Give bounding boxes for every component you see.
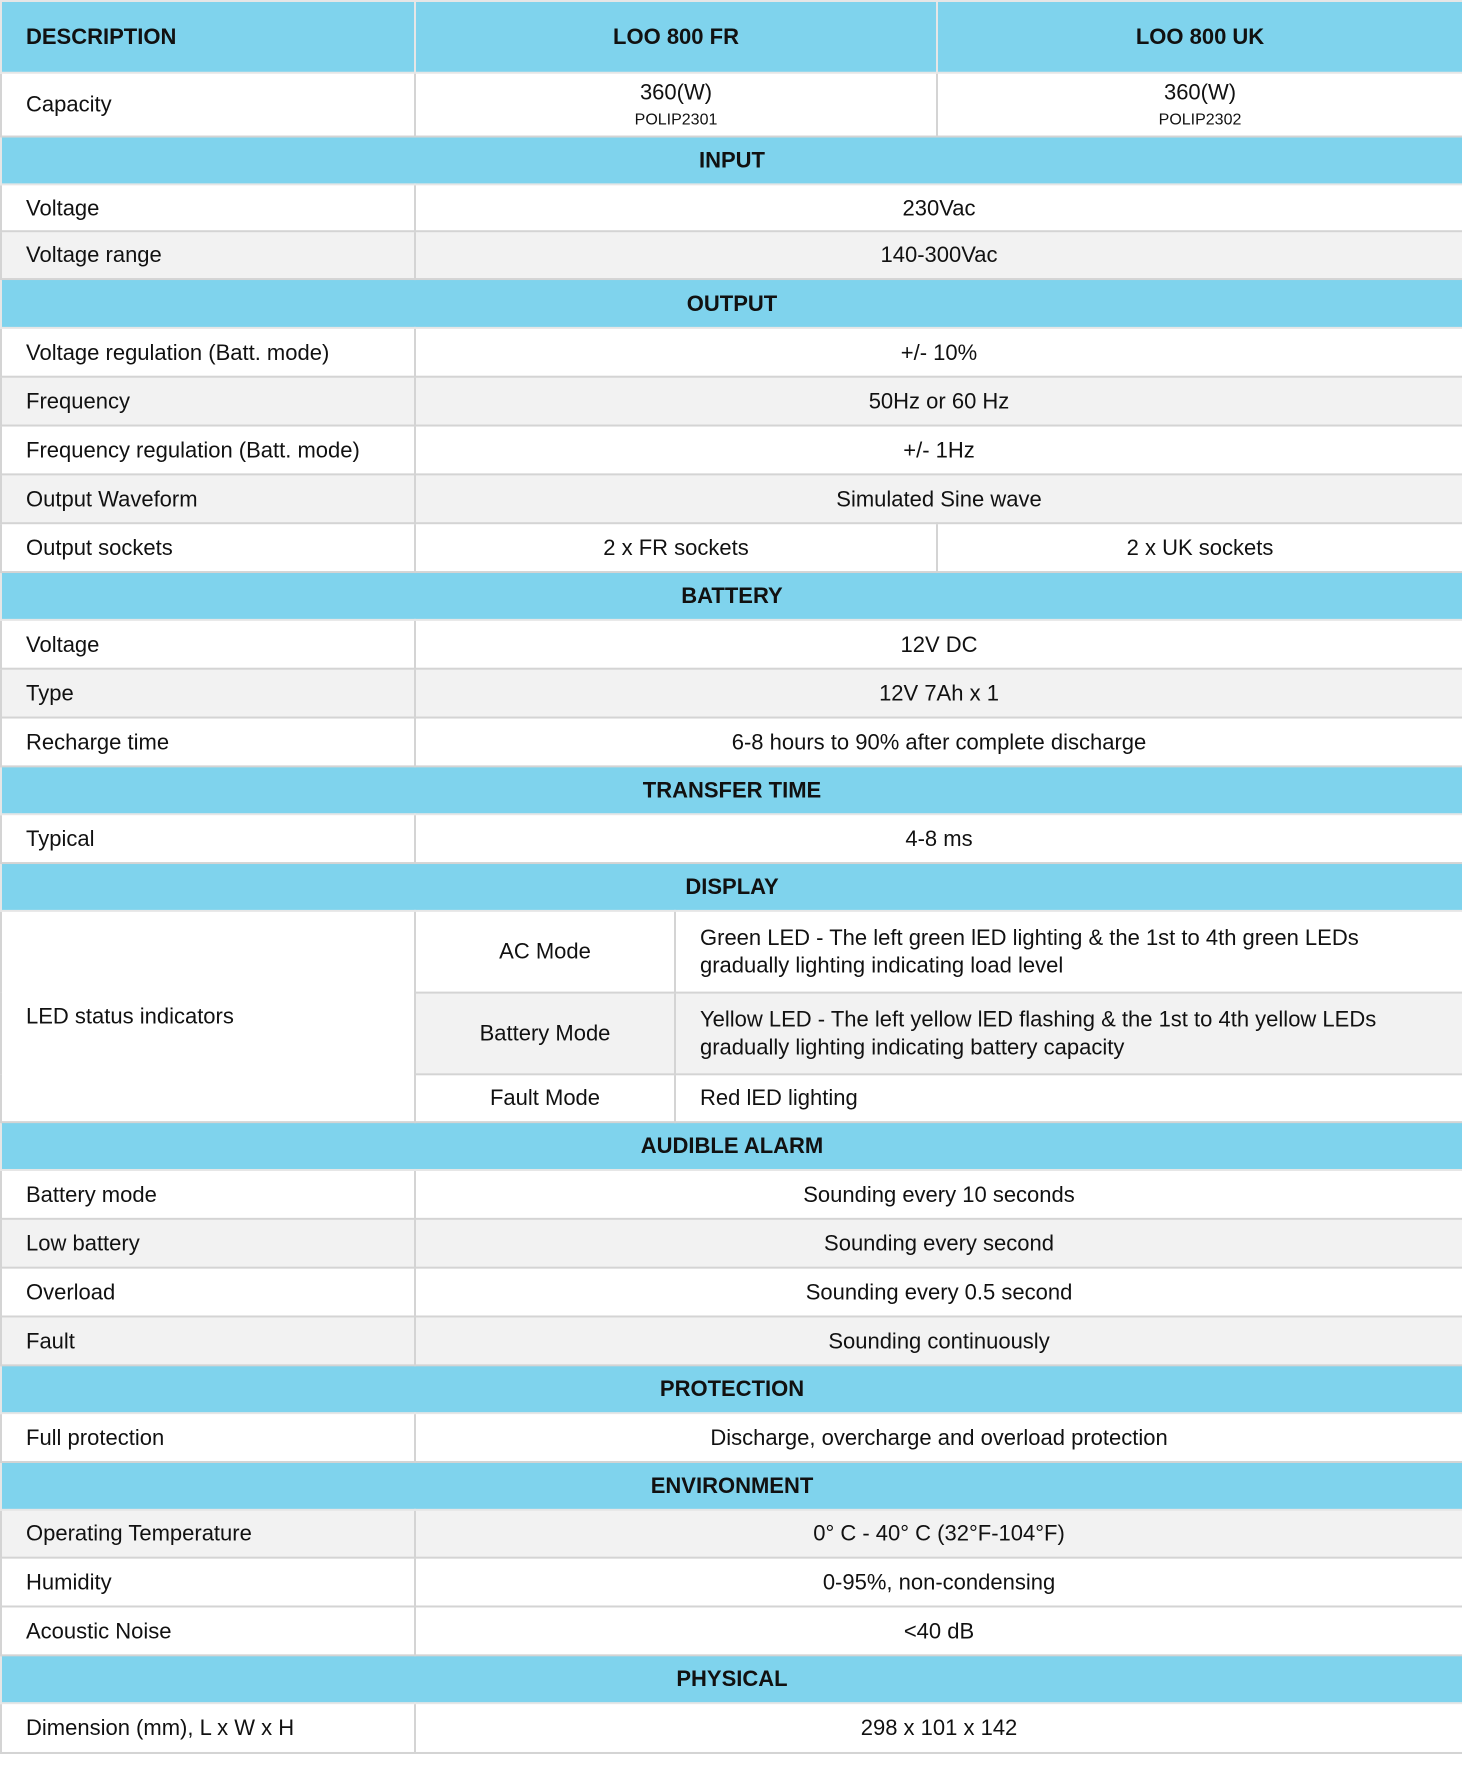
led-mode: Battery Mode	[415, 993, 675, 1075]
row-label: Output Waveform	[1, 474, 415, 523]
row-label: Battery mode	[1, 1170, 415, 1219]
row-label: Acoustic Noise	[1, 1606, 415, 1655]
table-row	[1, 669, 1462, 718]
capacity-uk-value: 360(W)	[1163, 79, 1237, 105]
header-loo-800-fr: LOO 800 FR	[415, 1, 937, 73]
row-value: 12V DC	[415, 620, 1462, 669]
capacity-fr-cell	[415, 73, 937, 137]
row-label: Full protection	[1, 1413, 415, 1462]
table-row	[1, 1170, 1462, 1219]
table-row	[1, 377, 1462, 426]
row-value: 230Vac	[415, 184, 1462, 231]
row-label: Frequency	[1, 377, 415, 426]
row-value: Discharge, overcharge and overload protection	[415, 1413, 1462, 1462]
row-value: 140-300Vac	[415, 231, 1462, 279]
row-label: Recharge time	[1, 718, 415, 767]
led-row-ac	[1, 911, 1462, 993]
sockets-uk: 2 x UK sockets	[937, 523, 1462, 572]
table-row	[1, 1558, 1462, 1607]
table-row	[1, 1268, 1462, 1317]
section-title: PROTECTION	[1, 1365, 1462, 1413]
section-title: PHYSICAL	[1, 1655, 1462, 1703]
header-loo-800-uk: LOO 800 UK	[937, 1, 1462, 73]
led-status-label: LED status indicators	[1, 911, 415, 1122]
table-row	[1, 231, 1462, 279]
table-row	[1, 718, 1462, 767]
table-row	[1, 474, 1462, 523]
row-label: Voltage	[1, 620, 415, 669]
row-value: 298 x 101 x 142	[415, 1703, 1462, 1753]
table-row	[1, 1606, 1462, 1655]
table-row	[1, 814, 1462, 863]
capacity-uk-code: POLIP2302	[1158, 111, 1242, 129]
table-row	[1, 328, 1462, 377]
row-value: <40 dB	[415, 1606, 1462, 1655]
section-title: ENVIRONMENT	[1, 1462, 1462, 1510]
section-title: AUDIBLE ALARM	[1, 1122, 1462, 1170]
table-row	[1, 184, 1462, 231]
table-row	[1, 1703, 1462, 1753]
row-value: Sounding every second	[415, 1219, 1462, 1268]
row-value: Sounding continuously	[415, 1316, 1462, 1365]
section-title: OUTPUT	[1, 279, 1462, 328]
capacity-label: Capacity	[1, 73, 415, 137]
led-mode: Fault Mode	[415, 1074, 675, 1122]
row-value: 0° C - 40° C (32°F-104°F)	[415, 1510, 1462, 1558]
row-label: Low battery	[1, 1219, 415, 1268]
section-title: DISPLAY	[1, 863, 1462, 911]
led-mode-description: Yellow LED - The left yellow lED flashing & the 1st to 4th yellow LEDs gradually lighting indicating battery capacity	[675, 993, 1462, 1075]
section-display	[1, 863, 1462, 911]
table-row	[1, 1413, 1462, 1462]
led-mode: AC Mode	[415, 911, 675, 993]
table-row	[1, 1316, 1462, 1365]
table-row	[1, 1510, 1462, 1558]
section-input	[1, 137, 1462, 185]
led-mode-description: Green LED - The left green lED lighting & the 1st to 4th green LEDs gradually lighting indicating load level	[675, 911, 1462, 993]
row-value: 12V 7Ah x 1	[415, 669, 1462, 718]
section-output	[1, 279, 1462, 328]
row-label: Voltage regulation (Batt. mode)	[1, 328, 415, 377]
output-sockets-row	[1, 523, 1462, 572]
capacity-row	[1, 73, 1462, 137]
row-value: 0-95%, non-condensing	[415, 1558, 1462, 1607]
row-value: Sounding every 0.5 second	[415, 1268, 1462, 1317]
section-audible-alarm	[1, 1122, 1462, 1170]
led-mode-description: Red lED lighting	[675, 1074, 1462, 1122]
row-label: Fault	[1, 1316, 415, 1365]
capacity-fr-code: POLIP2301	[634, 111, 718, 129]
row-value: 50Hz or 60 Hz	[415, 377, 1462, 426]
section-title: BATTERY	[1, 572, 1462, 620]
section-transfer-time	[1, 766, 1462, 814]
section-physical	[1, 1655, 1462, 1703]
section-battery	[1, 572, 1462, 620]
row-label: Type	[1, 669, 415, 718]
row-label: Voltage	[1, 184, 415, 231]
row-value: Simulated Sine wave	[415, 474, 1462, 523]
row-label: Operating Temperature	[1, 1510, 415, 1558]
table-row	[1, 1219, 1462, 1268]
row-label: Frequency regulation (Batt. mode)	[1, 426, 415, 475]
sockets-fr: 2 x FR sockets	[415, 523, 937, 572]
row-label: Dimension (mm), L x W x H	[1, 1703, 415, 1753]
section-protection	[1, 1365, 1462, 1413]
table-header-row	[1, 1, 1462, 73]
header-description: DESCRIPTION	[1, 1, 415, 73]
row-label: Humidity	[1, 1558, 415, 1607]
row-label: Voltage range	[1, 231, 415, 279]
section-title: TRANSFER TIME	[1, 766, 1462, 814]
row-value: 4-8 ms	[415, 814, 1462, 863]
section-environment	[1, 1462, 1462, 1510]
capacity-fr-value: 360(W)	[639, 79, 713, 105]
row-label: Output sockets	[1, 523, 415, 572]
row-value: +/- 1Hz	[415, 426, 1462, 475]
row-value: Sounding every 10 seconds	[415, 1170, 1462, 1219]
capacity-uk-cell	[937, 73, 1462, 137]
row-label: Typical	[1, 814, 415, 863]
table-row	[1, 620, 1462, 669]
section-title: INPUT	[1, 137, 1462, 185]
table-row	[1, 426, 1462, 475]
row-value: +/- 10%	[415, 328, 1462, 377]
row-label: Overload	[1, 1268, 415, 1317]
row-value: 6-8 hours to 90% after complete discharge	[415, 718, 1462, 767]
